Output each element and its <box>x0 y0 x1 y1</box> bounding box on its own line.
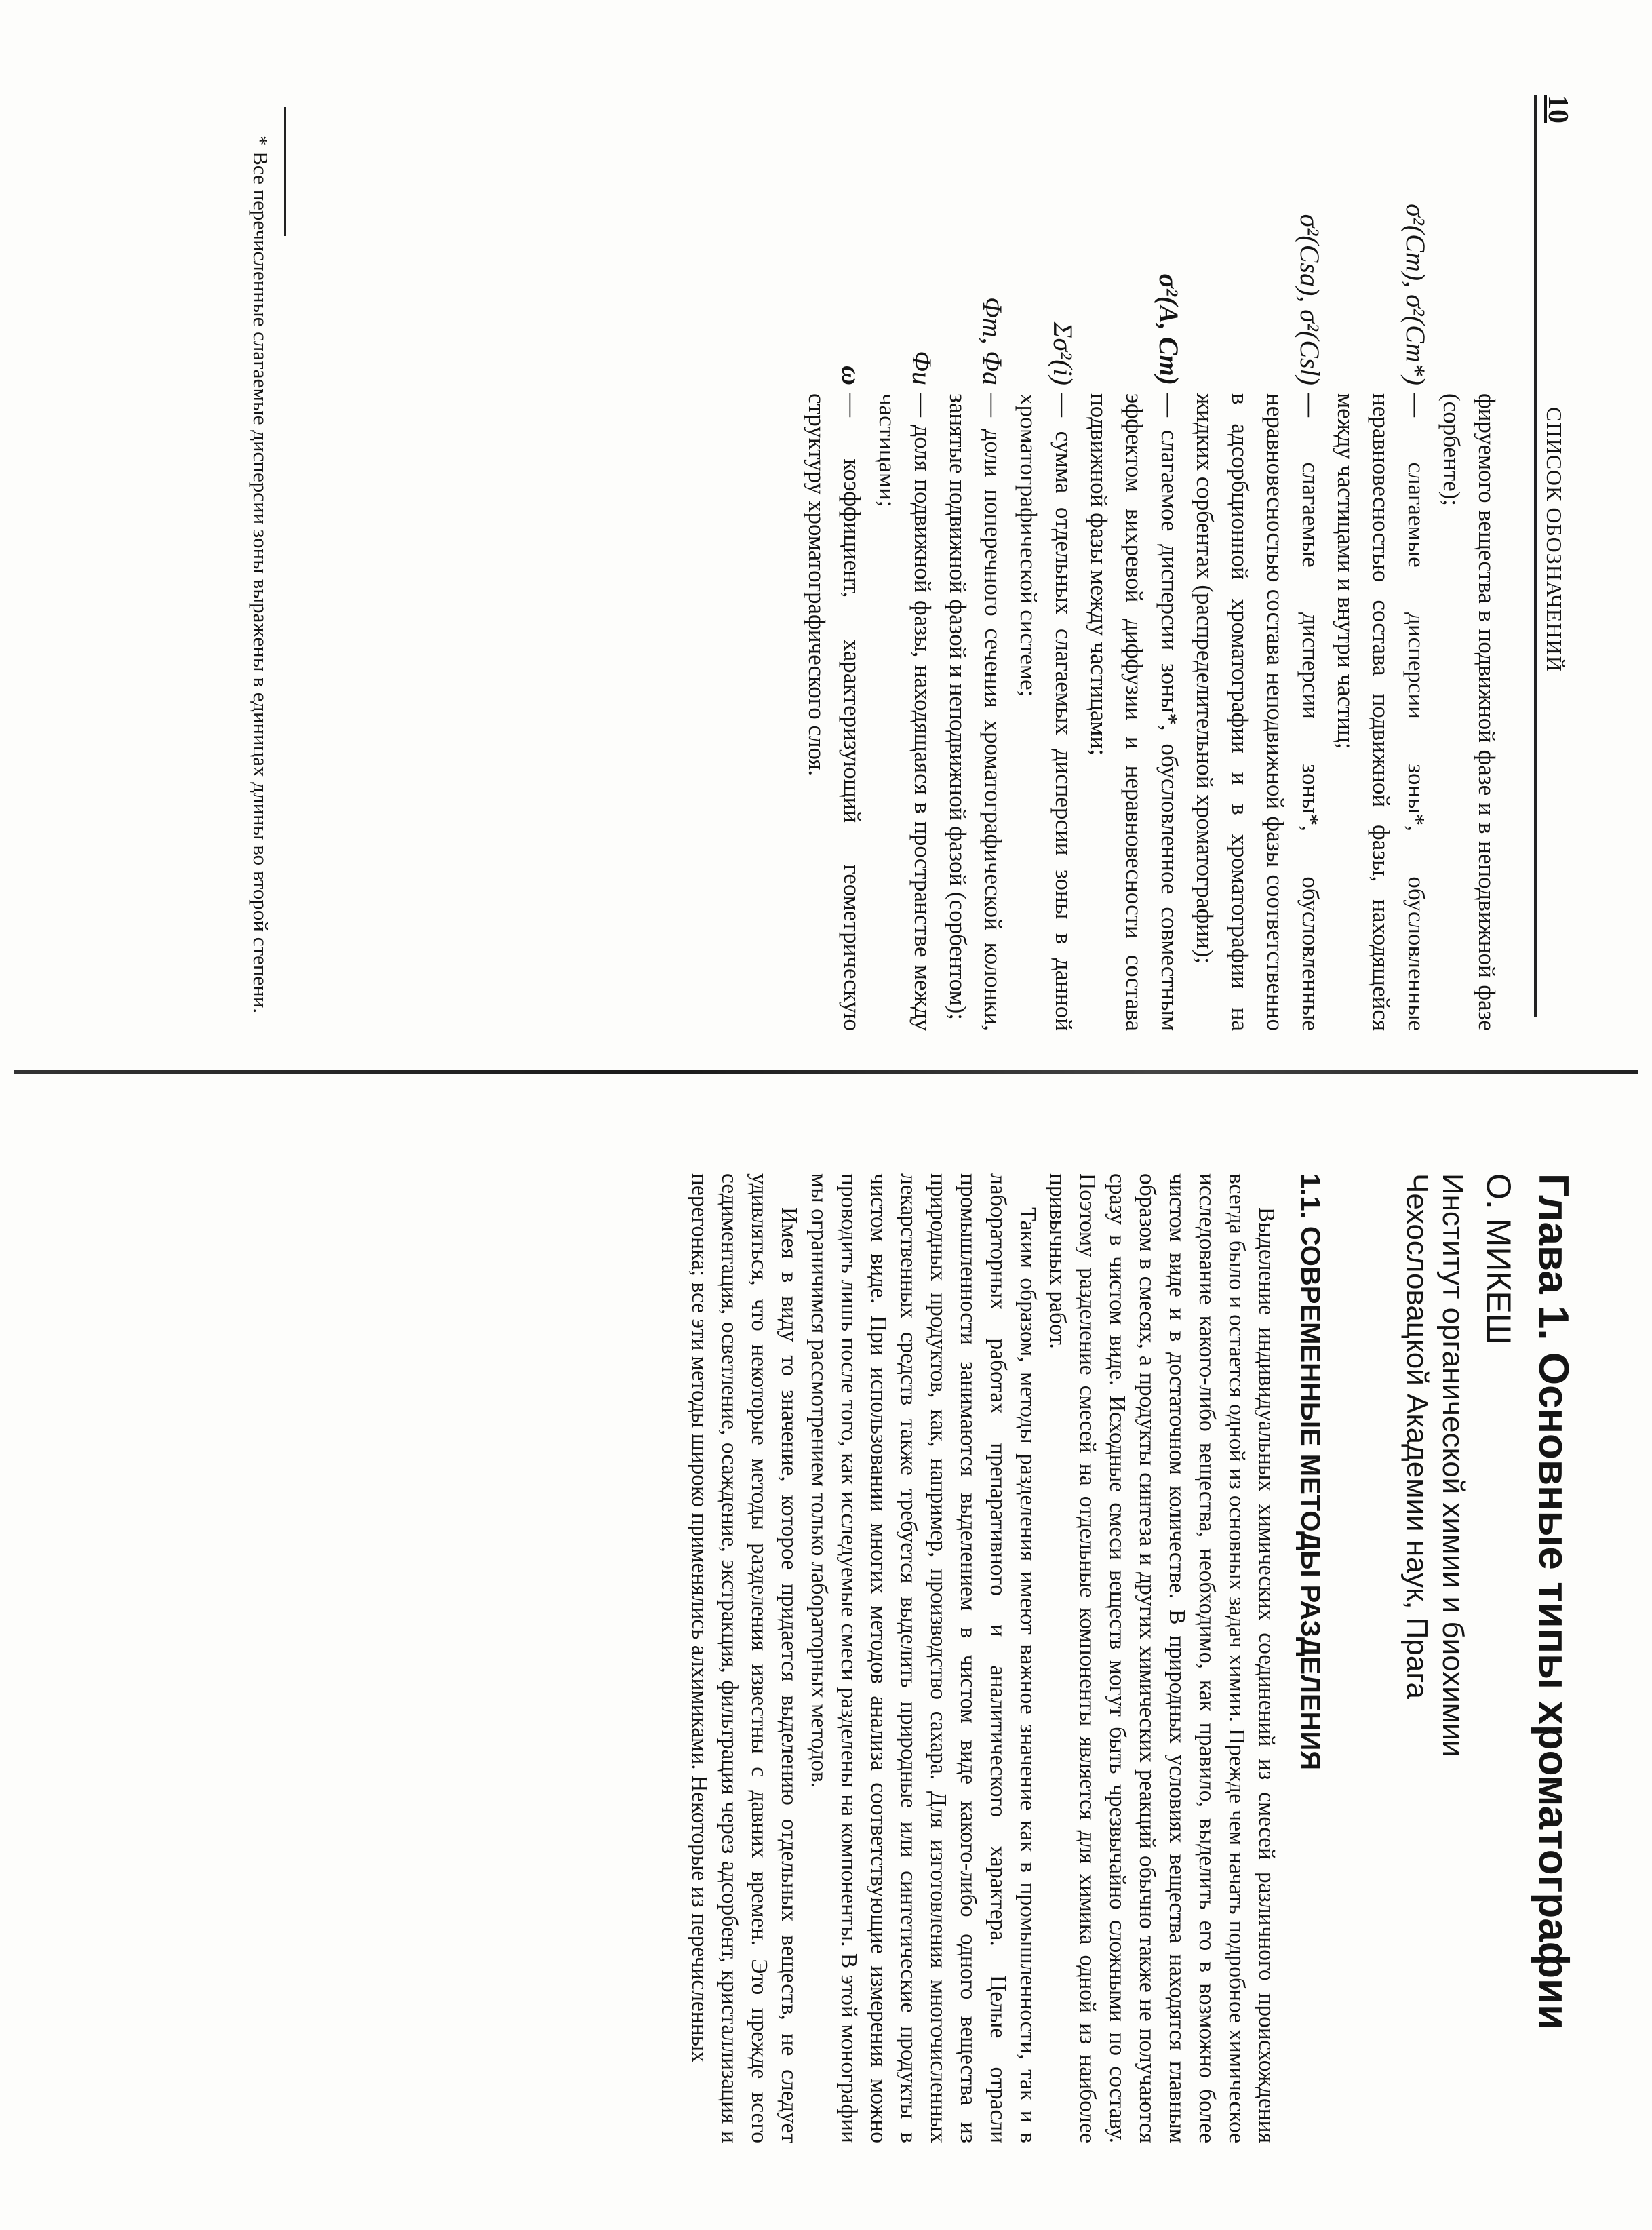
paragraph: Таким образом, методы разделения имеют важное значение как в промышленности, так и в лабораторных работах препаративного и аналитического характера. Целые отрасли промышленности занимаются выделением в чистом виде какого-либо одного вещества из природных продуктов, как, например, производство сахара. Для изготовления многочисленных лекарственных средств также требуется выделить природные или синтетические продукты в чистом виде. При использовании многих методов анализа соответствующие измерения можно проводить лишь после того, как исследуемые смеси разделены на компоненты. В этой монографии мы ограничимся рассмотрением только лабораторных методов. <box>806 1173 1041 2143</box>
symbol-entry <box>940 102 1010 1031</box>
symbol-entry <box>1187 102 1328 1031</box>
header-rule <box>1534 95 1537 1017</box>
symbol: σ²(A, Cm) <box>1154 273 1184 385</box>
author: О. МИКЕШ <box>1479 1173 1518 1345</box>
gutter-line <box>14 1070 1638 1074</box>
footnote: * Все перечисленные слагаемые дисперсии зоны выражены в единицах длины во второй степени. <box>249 136 273 1014</box>
symbol-description: фируемого вещества в подвижной фазе и в неподвижной фазе (сорбенте); <box>1438 393 1500 1031</box>
symbol-entry <box>799 102 869 1031</box>
footnote-rule <box>284 107 286 236</box>
paragraph: Имея в виду то значение, которое придается выделению отдельных веществ, не следует удивляться, что некоторые методы разделения известны с давних времен. Это прежде всего седиментация, осветление, осаждение, экстракция, фильтрация через адсорбент, кристаллизация и перегонка; все эти методы широко применялись алхимиками. Некоторые из перечисленных <box>687 1173 802 2143</box>
symbol: σ²(Cm), σ²(Cm*) <box>1400 203 1431 385</box>
symbol-description: — доли поперечного сечения хроматографической колонки, занятые подвижной фазой и неподвижной фазой (сорбентом); <box>945 393 1006 1031</box>
paragraph: Выделение индивидуальных химических соединений из смесей различного происхождения всегда было и остается одной из основных задач химии. Прежде чем начать подробное химическое исследование какого-либо вещества, необходимо, как правило, выделить его в возможно более чистом виде и в достаточном количестве. В природных условиях вещества находятся главным образом в смесях, а продукты синтеза и других химических реакций обычно также не получаются сразу в чистом виде. Исходные смеси веществ могут быть чрезвычайно сложными по составу. Поэтому разделение смесей на отдельные компоненты является для химика одной из наиболее привычных работ. <box>1045 1173 1280 2143</box>
symbol-entry <box>1081 102 1187 1031</box>
symbol-description: — слагаемые дисперсии зоны*, обусловленные неравновесностью состава неподвижной фазы соответственно в адсорбционной хроматографии и в хроматографии на жидких сорбентах (распределительной хроматографии); <box>1192 393 1324 1031</box>
right-page <box>0 1078 1652 2230</box>
symbol: Σσ²(i) <box>1048 321 1078 385</box>
symbol-description: — доля подвижной фазы, находящаяся в пространстве между частицами; <box>874 393 936 1031</box>
symbol: σ²(Csa), σ²(Csl) <box>1295 214 1325 385</box>
running-head: СПИСОК ОБОЗНАЧЕНИЙ <box>1542 407 1567 672</box>
symbol: Φm, Φa <box>977 297 1008 385</box>
page-number: 10 <box>1542 95 1573 123</box>
symbol: Φu <box>907 351 937 385</box>
section-heading: 1.1. СОВРЕМЕННЫЕ МЕТОДЫ РАЗДЕЛЕНИЯ <box>1295 1173 1326 1771</box>
symbol-entry <box>869 102 940 1031</box>
affiliation-line: Чехословацкой Академии наук, Прага <box>1400 1173 1434 1699</box>
symbol-description: — сумма отдельных слагаемых дисперсии зоны в данной хроматографической системе; <box>1015 393 1077 1031</box>
left-page <box>0 0 1652 1078</box>
symbol-description: — коэффициент, характеризующий геометрическую структуру хроматографического слоя. <box>804 393 865 1031</box>
symbol-description: — слагаемые дисперсии зоны*, обусловленные неравновесностью состава подвижной фазы, находящейся между частицами и внутри частиц; <box>1333 393 1430 1031</box>
symbol-description: — слагаемое дисперсии зоны*, обусловленное совместным эффектом вихревой диффузии и неравновесности состава подвижной фазы между частицами; <box>1086 393 1183 1031</box>
symbol-list <box>799 102 1504 1031</box>
symbol-entry <box>1328 102 1434 1031</box>
symbol-entry <box>1434 102 1504 1031</box>
affiliation-line: Институт органической химии и биохимии <box>1436 1173 1470 1757</box>
chapter-content <box>684 1173 1577 2143</box>
symbol-entry <box>1010 102 1081 1031</box>
chapter-heading: Глава 1. Основные типы хроматографии <box>1530 1173 1577 2031</box>
symbol: ω <box>836 366 867 385</box>
